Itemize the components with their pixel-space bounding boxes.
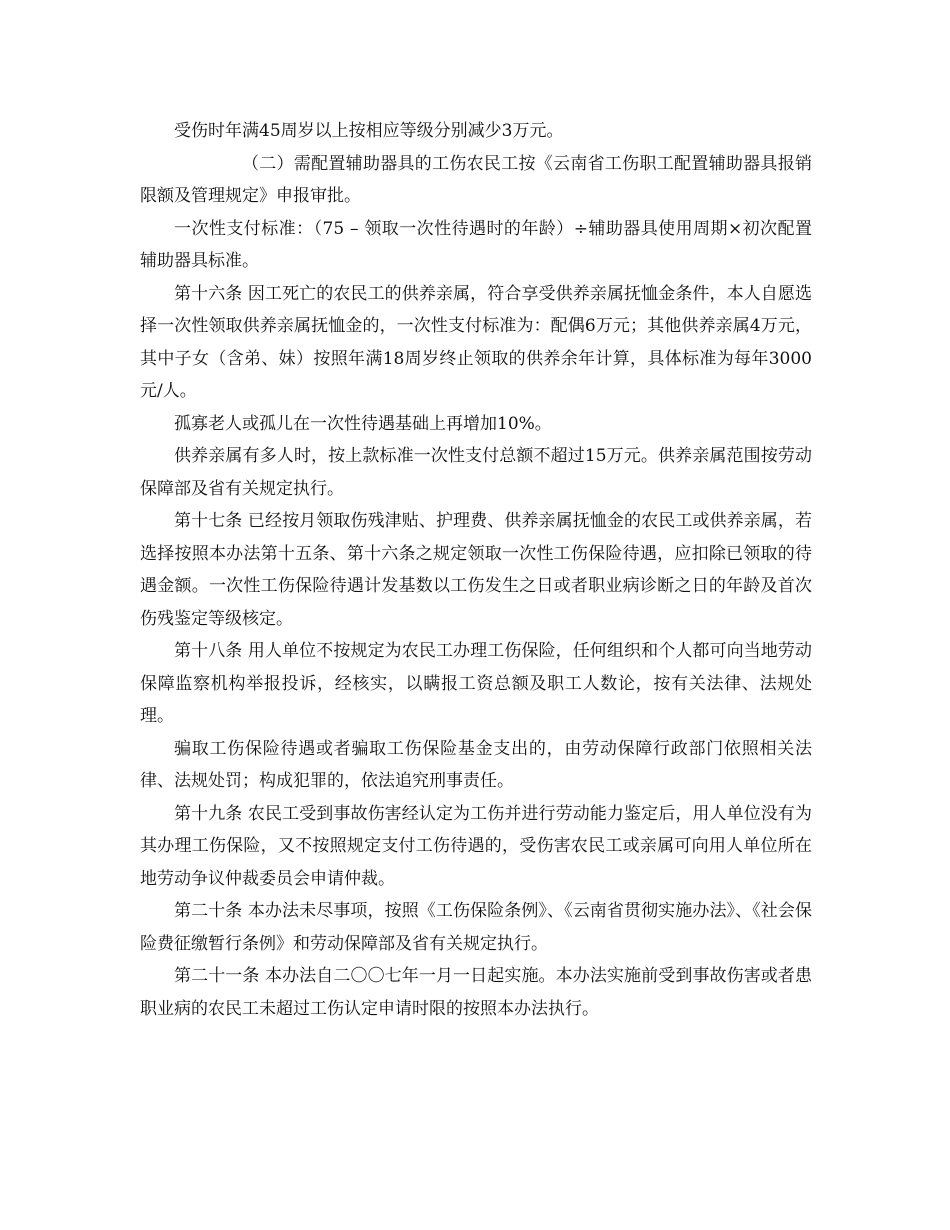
paragraph-article-16: 第十六条 因工死亡的农民工的供养亲属，符合享受供养亲属抚恤金条件，本人自愿选择一次性领取供养亲属抚恤金的，一次性支付标准为：配偶6万元；其他供养亲属4万元，其中子女（含弟、妹）按照年满18周岁终止领取的供养余年计算，具体标准为每年3000元/人。	[140, 283, 812, 401]
paragraph-article-21: 第二十一条 本办法自二〇〇七年一月一日起实施。本办法实施前受到事故伤害或者患职业病的农民工未超过工伤认定申请时限的按照本办法执行。	[140, 966, 812, 1019]
paragraph-assistive-devices: （二）需配置辅助器具的工伤农民工按《云南省工伤职工配置辅助器具报销限额及管理规定》申报审批。	[140, 153, 812, 206]
paragraph-article-17: 第十七条 已经按月领取伤残津贴、护理费、供养亲属抚恤金的农民工或供养亲属，若选择按照本办法第十五条、第十六条之规定领取一次性工伤保险待遇，应扣除已领取的待遇金额。一次性工伤保险待遇计发基数以工伤发生之日或者职业病诊断之日的年龄及首次伤残鉴定等级核定。	[140, 511, 812, 629]
paragraph-payment-standard: 一次性支付标准：（75 – 领取一次性待遇时的年龄）÷辅助器具使用周期×初次配置辅助器具标准。	[140, 218, 812, 271]
paragraph-fraud-penalty: 骗取工伤保险待遇或者骗取工伤保险基金支出的，由劳动保障行政部门依照相关法律、法规处罚；构成犯罪的，依法追究刑事责任。	[140, 738, 812, 791]
paragraph-multiple-dependents: 供养亲属有多人时，按上款标准一次性支付总额不超过15万元。供养亲属范围按劳动保障部及省有关规定执行。	[140, 446, 812, 499]
document-body	[140, 115, 812, 1025]
paragraph-article-20: 第二十条 本办法未尽事项，按照《工伤保险条例》、《云南省贯彻实施办法》、《社会保险费征缴暂行条例》和劳动保障部及省有关规定执行。	[140, 901, 812, 954]
paragraph-article-19: 第十九条 农民工受到事故伤害经认定为工伤并进行劳动能力鉴定后，用人单位没有为其办理工伤保险，又不按照规定支付工伤待遇的，受伤害农民工或亲属可向用人单位所在地劳动争议仲裁委员会申请仲裁。	[140, 803, 812, 889]
paragraph-injury-age-reduction: 受伤时年满45周岁以上按相应等级分别减少3万元。	[174, 121, 564, 141]
paragraph-orphan-elderly: 孤寡老人或孤儿在一次性待遇基础上再增加10%。	[174, 413, 552, 434]
paragraph-article-18: 第十八条 用人单位不按规定为农民工办理工伤保险，任何组织和个人都可向当地劳动保障监察机构举报投诉，经核实，以瞒报工资总额及职工人数论，按有关法律、法规处理。	[140, 641, 812, 726]
